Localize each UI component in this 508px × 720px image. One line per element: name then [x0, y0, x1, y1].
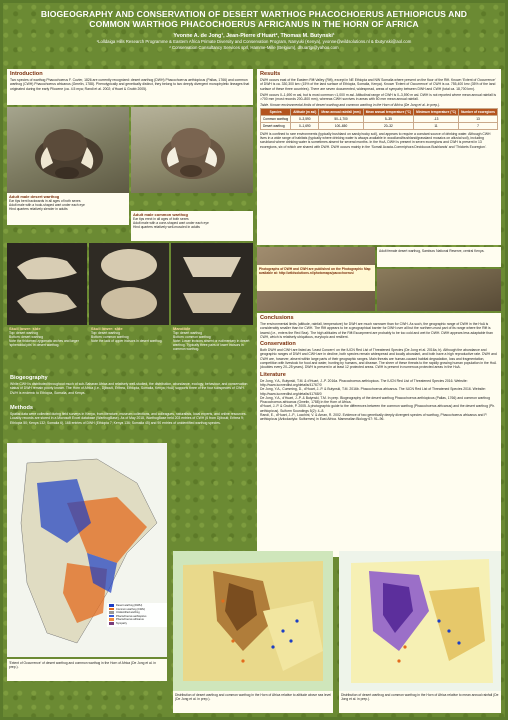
legend-item: [109, 622, 165, 626]
common-warthog-illustration: [131, 107, 253, 193]
skull-side-illustration: [7, 243, 87, 325]
conservation-text: Both DWH and CWH are listed as 'Least Concern' on the IUCN Red List of Threatened Species (De Jong et al. 2016a, b). Although the abundance and geographic ranges of DWH and CWH are in decline, both species remain widespread and locally abundant, and both have a high reproductive rate. DWH and CWH are, however, absent within large parts of their geographic ranges. Main threats are human-caused habitat degradation, loss and fragmentation, competition with livestock for food and water, hunting by humans, and disease. The sheer of these threats to the rapidly growing human population in the HoA (doubles every 20–25 years). DWH is present in at least 12 protected areas. CWH is present in numerous protected areas in the HoA.: [260, 348, 497, 370]
common-warthog-photo: [131, 107, 253, 193]
table-header: Mean annual rainfall (mm): [319, 108, 363, 115]
conclusions-text: The environmental limits (altitude, rainfall, temperature) for DWH are much narrower than for CWH. As such, the geographic range of DWH in the HoA is considerably smaller than for CWH. The Rift appears to be a geographical barrier for DWH over all but the northern-most part of its range where the Rift is lowest (i.e., enters the Red Sea). The high altitudes of the Rift Escarpment are probably to be too cold and wet for DWH. DWH appears less adaptable than CWH, which is relatively ubiquitous, eurytopic and resilient.: [260, 322, 493, 339]
common-warthog-caption-title: Adult male common warthog: [133, 212, 188, 217]
skull-below-line-2: Bottom: common warthog: [91, 335, 129, 340]
desert-warthog-caption: [7, 193, 129, 225]
table-cell: Common warthog: [261, 115, 291, 122]
desert-warthog-field-photo: [377, 269, 501, 311]
poster-header: [3, 3, 505, 61]
skull-below-caption-title: Skull lower: side: [91, 326, 123, 331]
introduction-heading: Introduction: [10, 71, 43, 77]
table-row: [261, 115, 498, 122]
map3-caption: Distribution of desert warthog and common warthog in the Horn of Africa relative to mean annual rainfall (De Jong et al. in prep.).: [339, 691, 501, 713]
table-header-row: [261, 108, 498, 115]
table-cell: -13: [414, 115, 459, 122]
skull-below-line-3: Note the lack of upper incisors in desert warthog.: [91, 339, 163, 344]
results-text-3: DWH is confined to rare environments (typically bushland on sandy/rocky soil), and appears to require a constant source of drinking water. Although CWH lives in a wide range of habitats (typically where drinking water is always available in woodland/bushland/grassland mosaics on alluvial soil), including scrubland where drinking water is sometimes absent for several months. In the HoA, DWH is present in seven ecoregions and CWH is present in 13 ecoregions, six of which are shared with DWH. DWH occurs mainly in the 'Somali Acacia-Commiphora Deciduous Bushlands' and 'Thickets Ecoregion'.: [260, 131, 491, 149]
table-cell: 7: [459, 122, 498, 129]
desert-warthog-trait-1: Ear tips bent backwards in all ages of both sexes: [9, 199, 81, 204]
skull-below-line-1: Top: desert warthog: [91, 331, 120, 336]
poster-title: [3, 9, 505, 29]
common-warthog-caption: [131, 211, 253, 241]
common-warthog-trait-1: Ear tips erect in all ages of both sexes: [133, 217, 189, 222]
table-cell: 100–650: [319, 122, 363, 129]
introduction-text: Two species of warthog Phacochoerus F. Cuvier, 1826 are currently recognized: desert warthog (DWH) Phacochoerus aethiopicus (Pallas, 1766) and common warthog (CWH) Phacochoerus africanus (Gmelin, 1788). Phenotypically and genetically distinct, they belong to two deeply divergent monophyletic lineages that originated during the early Pliocene (ca. 4.5 mya; Randi et al. 2002; d'Huart & Grubb 2005).: [10, 78, 250, 91]
map1-legend: [107, 603, 167, 627]
map-rainfall: [339, 551, 501, 691]
table-cell: 5–35: [363, 115, 413, 122]
discussion-box: [257, 313, 501, 557]
skull-side-line-2: Bottom: desert warthog: [9, 335, 44, 340]
biogeography-text: While CWH is distributed throughout much of sub-Saharan Africa and relatively well-studied, the distribution, abundance, ecology, behaviour, and conservation status of DWH remain poorly known. The Horn of Africa (i.e., Djibouti, Eritrea, Ethiopia, Somalia, Kenya; HoA) supports three of the four subspecies of CWH. DWH is endemic to Ethiopia, Somalia, and Kenya.: [10, 382, 248, 395]
methods-box: [7, 403, 253, 439]
legend-swatch: [109, 622, 114, 625]
desert-warthog-illustration: [7, 107, 129, 193]
mandible-illustration: [171, 243, 253, 325]
legend-swatch: [109, 611, 114, 614]
mandible-caption-title: Mandible: [173, 326, 191, 331]
table-header: Minimum temperature (°C): [414, 108, 459, 115]
table-cell: 11: [414, 122, 459, 129]
legend-label: Common warthog (CWH): [116, 607, 146, 611]
results-text-1: DWH occurs east of the Eastern Rift Valley (Rift), except in NE Ethiopia and NW Somalia where present on the floor of the Rift. Known 'Extent of Occurrence' of DWH is ca. 330,300 km² (15% of the land surface of Ethiopia, Somalia, Kenya). Known 'Extent of Occurrence' of CWH is ca. 755,400 km² (35% of the land surface of these three countries). There are seven documented, widespread, areas of sympatry between DWH and CWH (total ca. 18,700 km²).: [260, 78, 496, 91]
skull-side-photo: [7, 243, 87, 325]
reference-item: De Jong, Y.A., Cumming, D., d'Huart, J.-P. & Butynski, T.M. 2016b. Phacochoerus africanus. The IUCN Red List of Threatened Species 2016. Website: http://www.iucnredlist.org/details/41768/0: [260, 387, 486, 396]
map-altitude: [173, 551, 333, 691]
legend-swatch: [109, 608, 114, 611]
skull-side-caption: [7, 325, 87, 371]
common-warthog-trait-2: Adult male with a cone-shaped wart under each eye: [133, 221, 209, 226]
table-row: [261, 122, 498, 129]
legend-label: Unidentified warthog: [116, 611, 140, 615]
map-extent-of-occurrence: [7, 443, 167, 657]
skull-side-line-3: Note the thickened zygomatic arches and larger 'sphenoidal pits' in desert warthog.: [9, 339, 79, 348]
conservation-heading: Conservation: [260, 341, 296, 348]
skull-side-line-1: Top: desert warthog: [9, 331, 38, 336]
biogeography-box: [7, 373, 253, 401]
reference-item: Randi, E., d'Huart, J.-P., Lucchini, V. & Aman, R. 2002. Evidence of two genetically deeply divergent species of warthog, Phacochoerus africanus and P. aethiopicus (Artiodactyla: Suiformes) in East Africa. Mammalian Biology 67: 91–96.: [260, 413, 488, 422]
table-header: Mean annual temperature (°C): [363, 108, 413, 115]
reference-item: De Jong, Y.A., d'Huart, J.-P. & Butynski, T.M. In prep. Biogeography of the desert warthog Phacochoerus aethiopicus (Pallas, 1766) and common warthog Phacochoerus africanus (Gmelin, 1788) in the Horn of Africa.: [260, 395, 490, 405]
legend-label: Phacochoerus aethiopicus: [116, 614, 147, 618]
table-cell: 0–3,590: [291, 115, 319, 122]
desert-warthog-trait-2: Adult male with a hook-shaped wart under each eye: [9, 203, 85, 208]
authors: Yvonne A. de Jong¹, Jean-Pierre d'Huart², Thomas M. Butynski¹: [173, 33, 335, 39]
legend-swatch: [109, 615, 114, 618]
table-header: Species: [261, 108, 291, 115]
legend-swatch: [109, 604, 114, 607]
table-cell: 50–1,700: [319, 115, 363, 122]
table-cell: 20–32: [363, 122, 413, 129]
skull-below-photo: [89, 243, 169, 325]
desert-warthog-trait-3: Hind quarters relatively slender in adults: [9, 207, 68, 212]
mandible-photo: [171, 243, 253, 325]
results-heading: Results: [260, 71, 281, 77]
environment-table: [260, 108, 498, 130]
introduction-box: [7, 69, 253, 105]
legend-label: Phacochoerus africanus: [116, 618, 144, 622]
literature-heading: Literature: [260, 371, 286, 378]
table-caption: Table. Known environmental limits of desert warthog and common warthog in the Horn of Africa (De Jong et al. in prep.).: [260, 103, 441, 108]
legend-swatch: [109, 618, 114, 621]
skull-below-caption: [89, 325, 169, 371]
photographic-map-link[interactable]: Photographs of DWH and CWH are published on the Photographic Map available at: http://wildsolutions.nl/photomaps/pacochoerus/: [257, 265, 375, 291]
title-line-1: BIOGEOGRAPHY AND CONSERVATION OF DESERT WARTHOG PHACOCHOERUS AETHIOPICUS AND: [40, 9, 468, 19]
map3-illustration: [339, 551, 501, 691]
map2-illustration: [173, 551, 333, 691]
dwh-site-caption: Adult female desert warthog, Samburu National Reserve, central Kenya.: [377, 247, 501, 267]
legend-label: Sympatry: [116, 621, 127, 625]
map2-caption: Distribution of desert warthog and common warthog in the Horn of Africa relative to altitude above sea level (De Jong et al. in prep.).: [173, 691, 333, 713]
map1-caption: 'Extent of Occurrence' of desert warthog and common warthog in the Horn of Africa (De Jong et al. in prep.).: [7, 659, 167, 681]
methods-text: Spatial data were collected during field surveys in Kenya, from literature, museum collections, and colleagues, naturalists, local experts, and online resources. Locality records are stored in a Microsoft Excel database (WarthogBase). As of May 2018, WarthogBase held 203 entries of CWH (6 from Djibouti; Eritrea 9; Ethiopia 50; Kenya 132; Somalia 6), 168 entries of DWH (Ethiopia 7; Kenya 136; Somalia 45) and 90 entries of unidentified warthog species.: [10, 412, 247, 425]
conclusions-heading: Conclusions: [260, 315, 294, 321]
mandible-line-2: Bottom: common warthog: [173, 335, 211, 340]
results-text-2: DWH occurs 0–1,690 m asl, but is most common <1,000 m asl. Altitudinal range of CWH is 0–3,590 m asl. DWH is not reported where mean annual rainfall is >700 mm (most records 200–800 mm), whereas CWH survives in areas with 50 mm mean annual rainfall.: [260, 92, 497, 102]
title-line-2: COMMON WARTHOG PHACOCHOERUS AFRICANUS IN THE HORN OF AFRICA: [89, 19, 419, 29]
reference-item: De Jong, Y.A., Butynski, T.M. & d'Huart, J.-P. 2016a. Phacochoerus aethiopicus. The IUCN Red List of Threatened Species 2016. Website: http://www.iucnredlist.org/details/41767/0: [260, 378, 468, 387]
affiliation-1: ¹Lolldaiga Hills Research Programme & Eastern Africa Primate Diversity and Conservation Program, Nanyuki (Kenya), yvonne@wildsolutions.nl & tbutynski@aol.com: [96, 39, 412, 44]
legend-label: Desert warthog (DWH): [116, 604, 143, 607]
methods-heading: Methods: [10, 405, 33, 411]
table-header: Number of ecoregions: [459, 108, 498, 115]
mandible-line-3: Note: Lower incisors absent or rudimentary in desert warthog. Typically three pairs of lower incisors in common warthog.: [173, 339, 250, 352]
table-cell: Desert warthog: [261, 122, 291, 129]
desert-warthog-caption-title: Adult male desert warthog: [9, 194, 60, 199]
skull-side-caption-title: Skull lower: side: [9, 326, 41, 331]
common-warthog-trait-3: Hind quarters relatively well-muscled in adults: [133, 225, 200, 230]
table-cell: 13: [459, 115, 498, 122]
mandible-caption: [171, 325, 253, 371]
skull-below-illustration: [89, 243, 169, 325]
desert-warthog-photo: [7, 107, 129, 193]
reference-item: d'Huart, J.-P. & Grubb, P. 2005. A photographic guide to the differences between the common warthog (Phacochoerus africanus) and the desert warthog (Ph. aethiopicus). Suiform Soundings 5(2): 4–8.: [260, 404, 496, 413]
table-header: Altitude (m asl): [291, 108, 319, 115]
biogeography-heading: Biogeography: [10, 375, 48, 381]
affiliation-2: ² Conservation Consultancy Services sprl, Hamme-Mille (Belgium), dhuartjp@yahoo.com: [169, 44, 339, 50]
mandible-line-1: Top: desert warthog: [173, 331, 202, 336]
table-cell: 0–1,690: [291, 122, 319, 129]
results-box: [257, 69, 501, 245]
poster: [3, 3, 505, 717]
